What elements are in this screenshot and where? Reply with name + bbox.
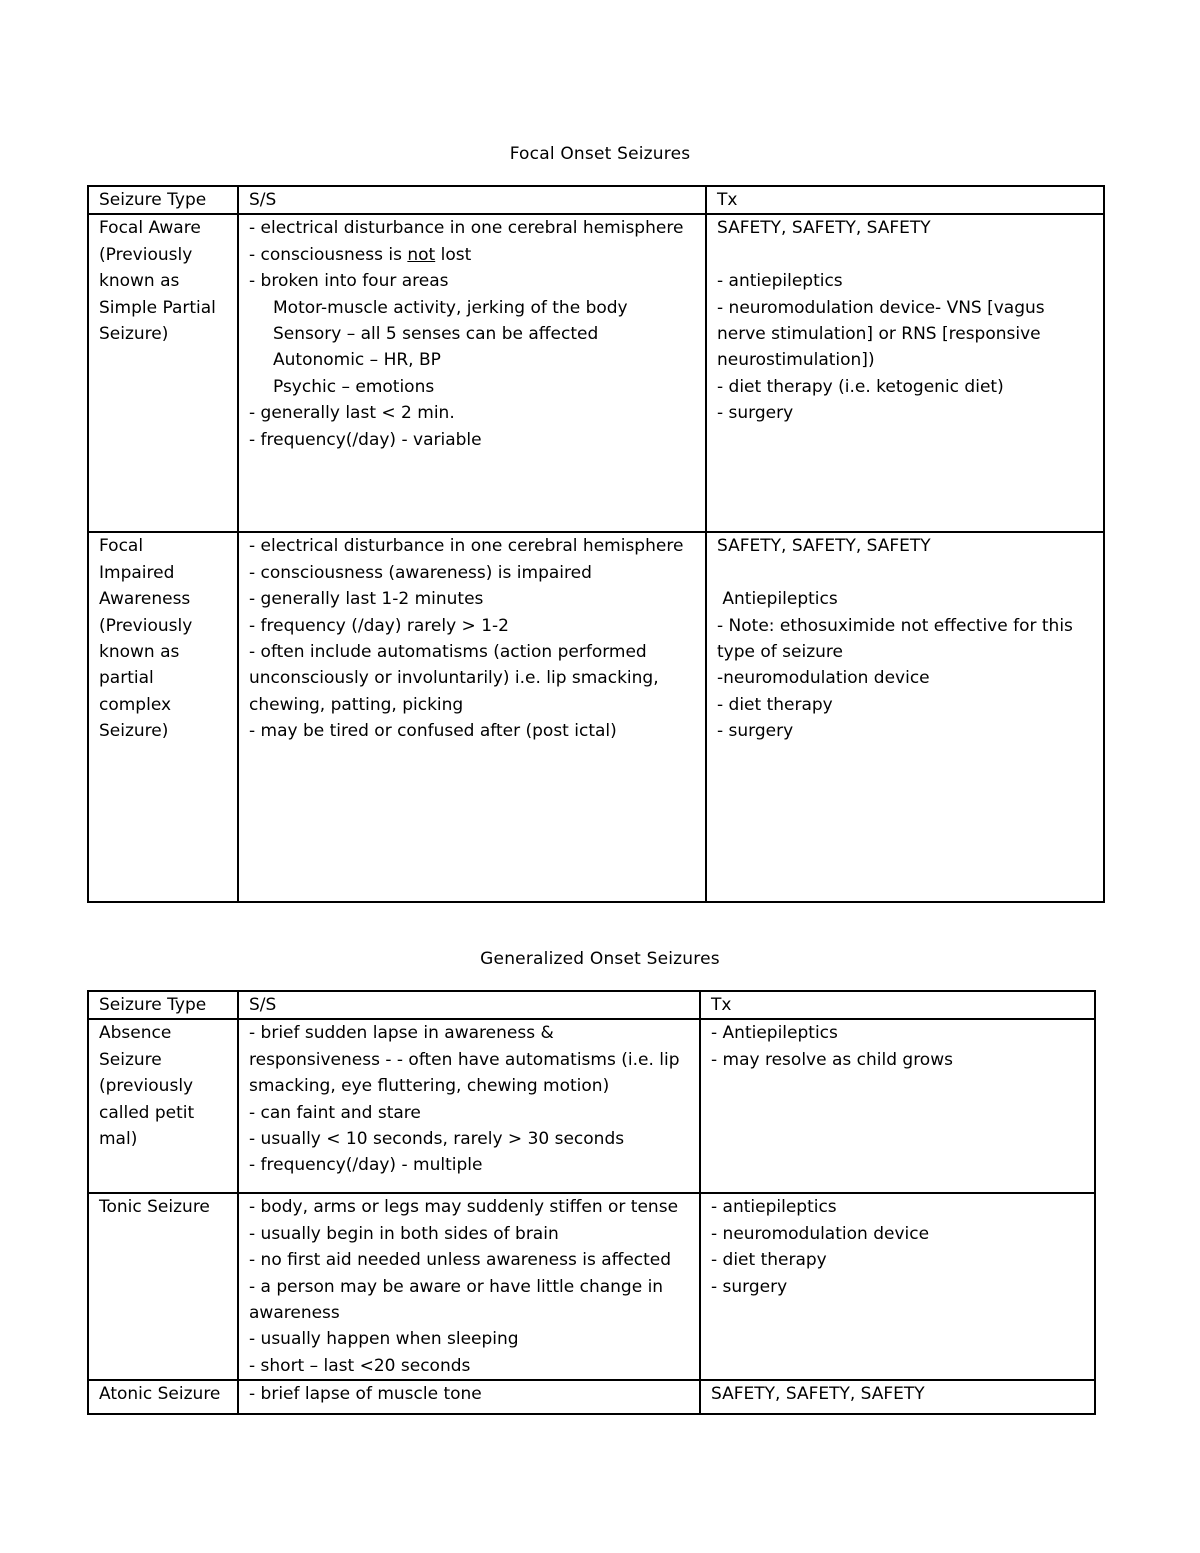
tx-line: SAFETY, SAFETY, SAFETY xyxy=(717,218,931,239)
ss-line: - frequency(/day) - multiple xyxy=(249,1155,483,1176)
tx-line: neurostimulation]) xyxy=(717,350,875,371)
tx-line: SAFETY, SAFETY, SAFETY xyxy=(711,1384,925,1405)
seizure-type-line: (Previously xyxy=(99,615,193,636)
seizure-type-line: Focal Aware xyxy=(99,218,201,239)
seizure-type-line: complex xyxy=(99,694,172,715)
tx-cell xyxy=(700,1193,1095,1380)
generalized-section-title: Generalized Onset Seizures xyxy=(480,949,720,969)
header-seizure-type: Seizure Type xyxy=(88,186,238,214)
seizure-type-cell xyxy=(88,1380,238,1414)
table-header-row xyxy=(88,186,1104,214)
ss-line: smacking, eye fluttering, chewing motion) xyxy=(249,1076,610,1097)
ss-line: - frequency(/day) - variable xyxy=(249,429,482,450)
ss-line: - usually begin in both sides of brain xyxy=(249,1223,559,1244)
tx-line: -neuromodulation device xyxy=(717,668,930,689)
seizure-type-line: Seizure) xyxy=(99,324,169,345)
table-header-row xyxy=(88,991,1095,1019)
focal-seizures-table xyxy=(87,185,1105,903)
seizure-type-line: called petit xyxy=(99,1102,195,1123)
ss-subitem: Psychic – emotions xyxy=(273,376,435,397)
seizure-type-line: Focal xyxy=(99,536,144,557)
tx-blank-line xyxy=(717,560,1093,586)
tx-line: - surgery xyxy=(717,721,794,742)
tx-line: - surgery xyxy=(711,1276,788,1297)
ss-line: responsiveness - - often have automatisms (i.e. lip xyxy=(249,1049,680,1070)
ss-line: - may be tired or confused after (post ictal) xyxy=(249,721,617,742)
seizure-type-cell xyxy=(88,532,238,902)
ss-line: - frequency (/day) rarely > 1-2 xyxy=(249,615,509,636)
tx-line: type of seizure xyxy=(717,642,843,663)
seizure-type-line: Impaired xyxy=(99,562,175,583)
tx-line: - may resolve as child grows xyxy=(711,1049,953,1070)
tx-line: - diet therapy xyxy=(711,1250,827,1271)
seizure-type-cell xyxy=(88,214,238,532)
table-row xyxy=(88,1380,1095,1414)
tx-cell xyxy=(706,532,1104,902)
focal-section-title: Focal Onset Seizures xyxy=(509,144,691,164)
ss-subitem: Autonomic – HR, BP xyxy=(273,350,441,371)
seizure-type-line: Seizure xyxy=(99,1049,162,1070)
tx-line: - Antiepileptics xyxy=(711,1023,838,1044)
tx-line: - diet therapy (i.e. ketogenic diet) xyxy=(717,376,1004,397)
ss-line: - generally last 1-2 minutes xyxy=(249,589,484,610)
seizure-type-line: Awareness xyxy=(99,589,191,610)
seizure-type-line: mal) xyxy=(99,1129,138,1150)
table-row xyxy=(88,214,1104,532)
ss-cell xyxy=(238,1019,700,1193)
ss-line: - no first aid needed unless awareness is affected xyxy=(249,1250,672,1271)
table-row xyxy=(88,1019,1095,1193)
header-ss: S/S xyxy=(238,991,700,1019)
ss-line: chewing, patting, picking xyxy=(249,694,464,715)
ss-line: - generally last < 2 min. xyxy=(249,403,455,424)
tx-blank-line xyxy=(717,242,1093,268)
ss-line: - consciousness (awareness) is impaired xyxy=(249,562,592,583)
table-row xyxy=(88,532,1104,902)
ss-text: lost xyxy=(435,244,472,265)
ss-underlined-text: not xyxy=(407,244,436,265)
tx-line: - antiepileptics xyxy=(717,271,843,292)
tx-cell xyxy=(700,1380,1095,1414)
ss-line xyxy=(249,242,695,268)
ss-line: - short – last <20 seconds xyxy=(249,1355,471,1376)
ss-line: - brief sudden lapse in awareness & xyxy=(249,1023,554,1044)
ss-text: - consciousness is xyxy=(249,244,408,265)
tx-line: SAFETY, SAFETY, SAFETY xyxy=(717,536,931,557)
ss-line: - brief lapse of muscle tone xyxy=(249,1384,482,1405)
tx-cell xyxy=(706,214,1104,532)
ss-line: - can faint and stare xyxy=(249,1102,421,1123)
tx-line: - neuromodulation device xyxy=(711,1223,930,1244)
seizure-type-line: Simple Partial xyxy=(99,297,216,318)
seizure-type-cell xyxy=(88,1193,238,1380)
ss-line: - usually < 10 seconds, rarely > 30 seconds xyxy=(249,1129,625,1150)
ss-cell xyxy=(238,1380,700,1414)
seizure-type-line: Tonic Seizure xyxy=(99,1197,210,1218)
seizure-type-cell xyxy=(88,1019,238,1193)
ss-cell xyxy=(238,532,706,902)
ss-cell xyxy=(238,214,706,532)
header-tx: Tx xyxy=(700,991,1095,1019)
ss-line: - body, arms or legs may suddenly stiffen or tense xyxy=(249,1197,679,1218)
seizure-type-line: Seizure) xyxy=(99,721,169,742)
ss-line: unconsciously or involuntarily) i.e. lip smacking, xyxy=(249,668,659,689)
tx-line: - surgery xyxy=(717,403,794,424)
ss-line: - usually happen when sleeping xyxy=(249,1329,519,1350)
ss-subitem: Sensory – all 5 senses can be affected xyxy=(273,324,599,345)
tx-line: - antiepileptics xyxy=(711,1197,837,1218)
ss-line: - a person may be aware or have little change in xyxy=(249,1276,664,1297)
ss-subitem: Motor-muscle activity, jerking of the body xyxy=(273,297,628,318)
seizure-type-line: partial xyxy=(99,668,154,689)
ss-line: - electrical disturbance in one cerebral hemisphere xyxy=(249,218,684,239)
seizure-type-line: known as xyxy=(99,642,180,663)
tx-cell xyxy=(700,1019,1095,1193)
tx-line: - Note: ethosuximide not effective for this xyxy=(717,615,1073,636)
tx-line: - neuromodulation device- VNS [vagus xyxy=(717,297,1045,318)
ss-line: - broken into four areas xyxy=(249,271,449,292)
header-ss: S/S xyxy=(238,186,706,214)
header-seizure-type: Seizure Type xyxy=(88,991,238,1019)
header-tx: Tx xyxy=(706,186,1104,214)
seizure-type-line: (Previously xyxy=(99,244,193,265)
generalized-seizures-table xyxy=(87,990,1096,1415)
seizure-type-line: Absence xyxy=(99,1023,172,1044)
tx-line: nerve stimulation] or RNS [responsive xyxy=(717,324,1041,345)
ss-line: - often include automatisms (action performed xyxy=(249,642,647,663)
ss-line: awareness xyxy=(249,1303,340,1324)
seizure-type-line: (previously xyxy=(99,1076,194,1097)
seizure-type-line: known as xyxy=(99,271,180,292)
tx-line: - diet therapy xyxy=(717,694,833,715)
table-row xyxy=(88,1193,1095,1380)
seizure-type-line: Atonic Seizure xyxy=(99,1384,221,1405)
ss-line: - electrical disturbance in one cerebral hemisphere xyxy=(249,536,684,557)
ss-cell xyxy=(238,1193,700,1380)
tx-line: Antiepileptics xyxy=(717,589,838,610)
